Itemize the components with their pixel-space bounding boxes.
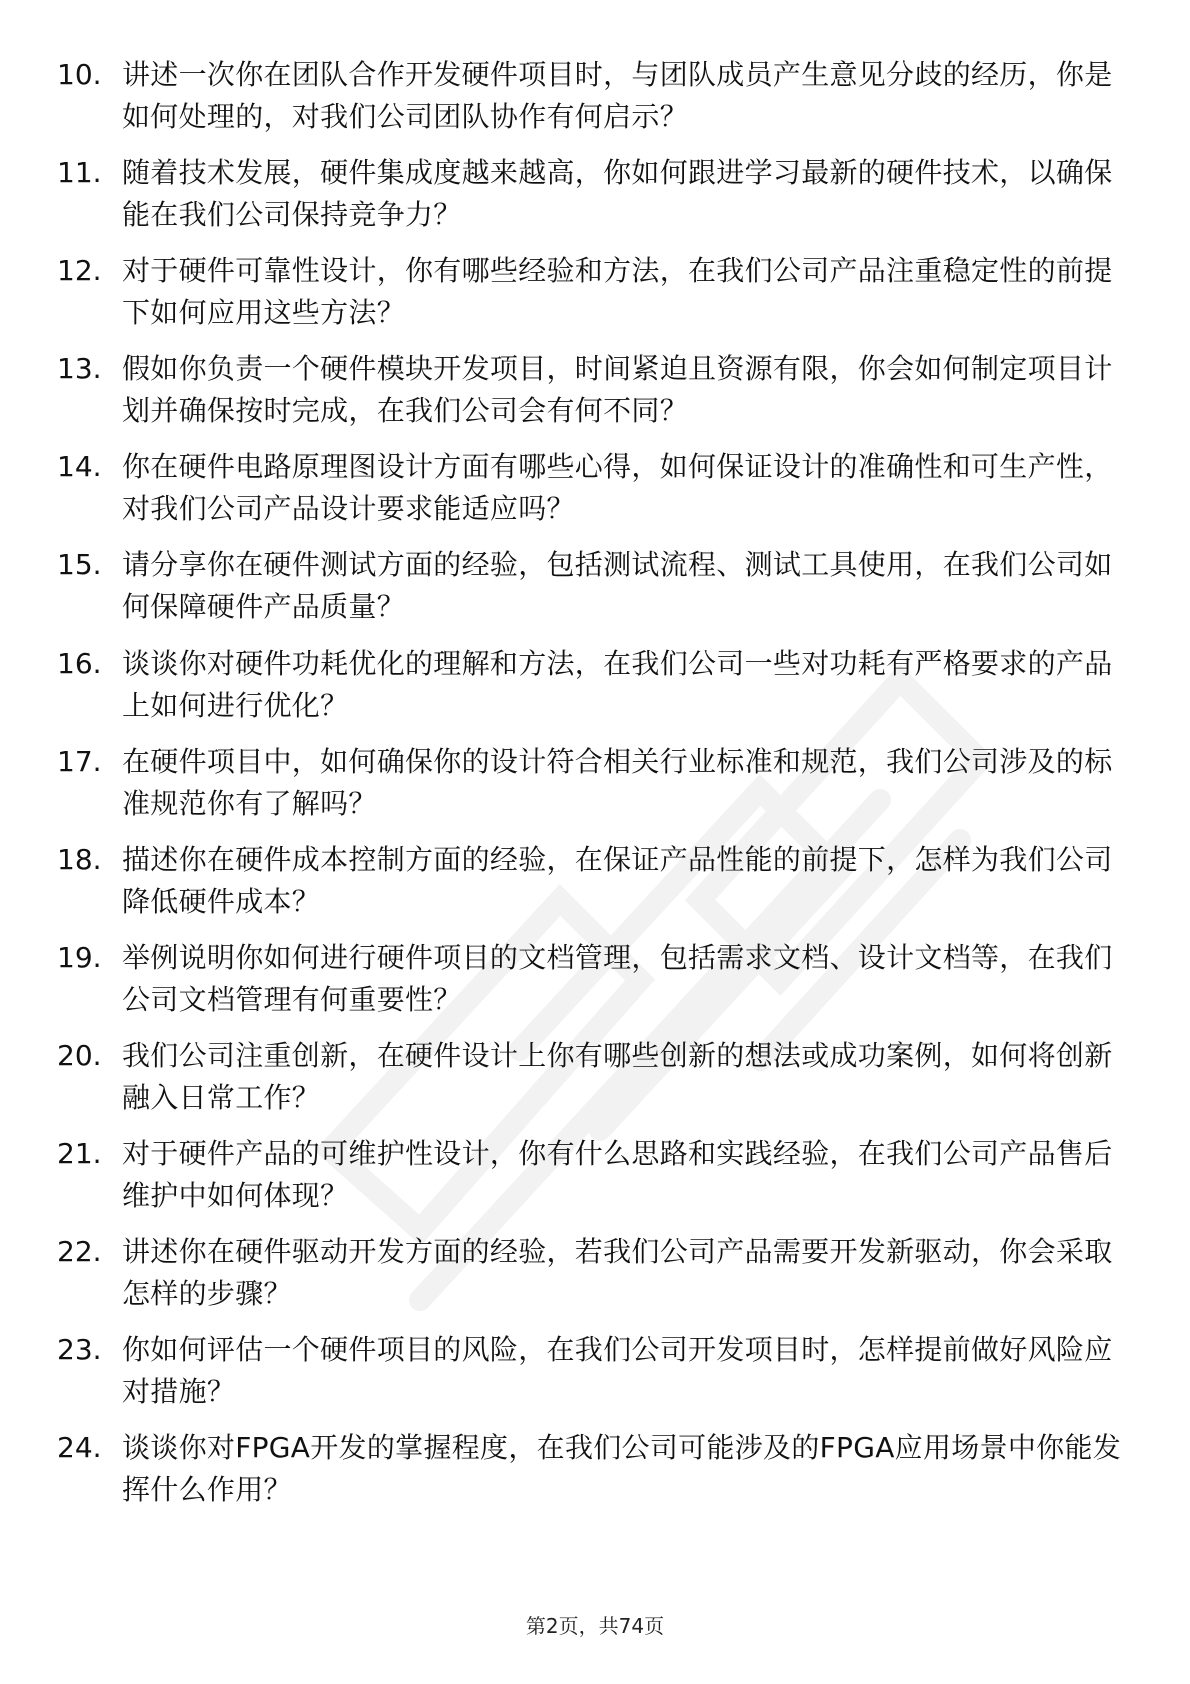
question-number: 11. <box>57 156 102 190</box>
question-text: 你在硬件电路原理图设计方面有哪些心得，如何保证设计的准确性和可生产性，对我们公司产品设计要求能适应吗？ <box>122 450 1113 526</box>
question-text: 对于硬件产品的可维护性设计，你有什么思路和实践经验，在我们公司产品售后维护中如何体现？ <box>122 1137 1113 1213</box>
question-number: 15. <box>57 548 102 582</box>
question-text: 谈谈你对FPGA开发的掌握程度，在我们公司可能涉及的FPGA应用场景中你能发挥什么作用？ <box>122 1431 1122 1507</box>
list-item <box>0 244 1190 342</box>
question-number: 14. <box>57 450 102 484</box>
list-item <box>0 1421 1190 1519</box>
question-number: 24. <box>57 1431 102 1465</box>
question-text: 讲述一次你在团队合作开发硬件项目时，与团队成员产生意见分歧的经历，你是如何处理的，对我们公司团队协作有何启示？ <box>122 58 1113 133</box>
page-number: 第2页，共74页 <box>525 1614 665 1638</box>
question-text: 对于硬件可靠性设计，你有哪些经验和方法，在我们公司产品注重稳定性的前提下如何应用这些方法？ <box>122 254 1113 330</box>
list-item <box>0 342 1190 440</box>
list-item <box>0 1127 1190 1225</box>
list-item <box>0 1029 1190 1127</box>
question-text: 随着技术发展，硬件集成度越来越高，你如何跟进学习最新的硬件技术，以确保能在我们公司保持竞争力？ <box>122 156 1113 232</box>
question-list <box>0 48 1190 1519</box>
question-number: 10. <box>57 58 102 91</box>
question-number: 17. <box>57 744 102 778</box>
question-number: 22. <box>57 1235 102 1269</box>
question-number: 16. <box>57 646 102 680</box>
question-number: 19. <box>57 940 102 974</box>
question-text: 讲述你在硬件驱动开发方面的经验，若我们公司产品需要开发新驱动，你会采取怎样的步骤？ <box>122 1235 1113 1311</box>
question-number: 12. <box>57 254 102 288</box>
list-item <box>0 1225 1190 1323</box>
question-text: 我们公司注重创新，在硬件设计上你有哪些创新的想法或成功案例，如何将创新融入日常工作？ <box>122 1038 1113 1114</box>
list-item <box>0 538 1190 636</box>
question-text: 你如何评估一个硬件项目的风险，在我们公司开发项目时，怎样提前做好风险应对措施？ <box>122 1333 1113 1409</box>
question-text: 描述你在硬件成本控制方面的经验，在保证产品性能的前提下，怎样为我们公司降低硬件成本？ <box>122 842 1113 918</box>
question-number: 23. <box>57 1333 102 1367</box>
list-item <box>0 440 1190 538</box>
question-text: 请分享你在硬件测试方面的经验，包括测试流程、测试工具使用，在我们公司如何保障硬件产品质量？ <box>122 548 1113 624</box>
question-number: 21. <box>57 1137 102 1171</box>
question-text: 假如你负责一个硬件模块开发项目，时间紧迫且资源有限，你会如何制定项目计划并确保按时完成，在我们公司会有何不同？ <box>122 352 1113 428</box>
list-item <box>0 833 1190 931</box>
question-number: 20. <box>57 1038 102 1072</box>
question-text: 举例说明你如何进行硬件项目的文档管理，包括需求文档、设计文档等，在我们公司文档管理有何重要性？ <box>122 940 1113 1016</box>
list-item <box>0 735 1190 833</box>
list-item <box>0 931 1190 1029</box>
question-number: 13. <box>57 352 102 386</box>
list-item <box>0 637 1190 735</box>
list-item <box>0 1323 1190 1421</box>
list-item <box>0 146 1190 244</box>
question-number: 18. <box>57 842 102 876</box>
question-text: 在硬件项目中，如何确保你的设计符合相关行业标准和规范，我们公司涉及的标准规范你有了解吗？ <box>122 744 1113 820</box>
list-item <box>0 48 1190 146</box>
question-text: 谈谈你对硬件功耗优化的理解和方法，在我们公司一些对功耗有严格要求的产品上如何进行优化？ <box>122 646 1113 722</box>
